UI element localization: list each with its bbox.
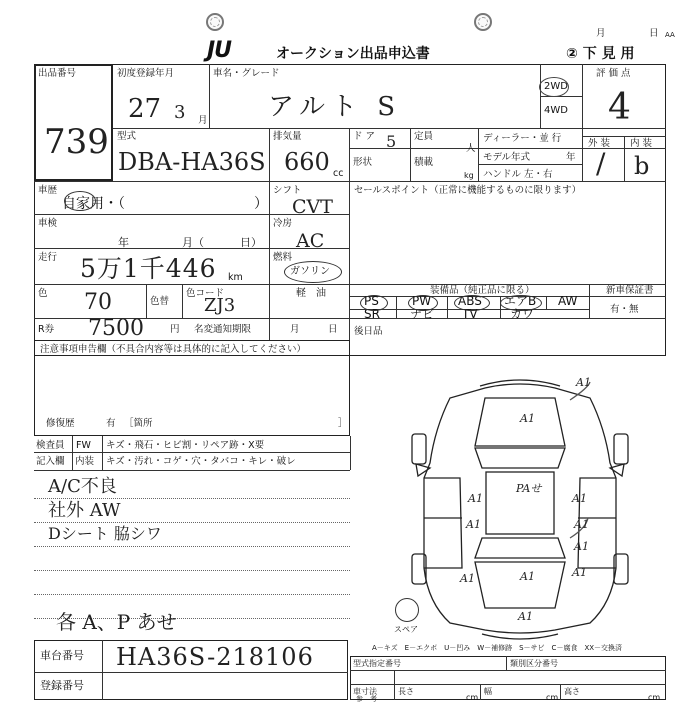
drive-4wd: 4WD	[544, 105, 568, 116]
equip-abs: ABS	[458, 294, 482, 308]
trunk	[475, 562, 565, 608]
equipment-title: 装備品（純正品に限る）	[430, 285, 535, 296]
interior-label: 内 装	[630, 138, 653, 149]
dealer-parallel-label: ディーラー・並 行	[483, 133, 562, 144]
fuel-gasoline: ガソリン	[290, 266, 330, 277]
width-label: 幅	[484, 687, 492, 696]
center-mark: PAせ	[516, 482, 542, 495]
first-registration-month-unit: 月	[198, 115, 208, 126]
equip-pw: PW	[412, 294, 432, 308]
sales-point-label: セールスポイント（正常に機能するものに限ります）	[354, 185, 582, 196]
equip-navi: ナビ	[410, 307, 435, 321]
mark-5: A1	[466, 518, 481, 531]
mark-1: A1	[576, 376, 591, 389]
reference-label: 参 考	[356, 695, 377, 703]
displacement-unit: cc	[333, 168, 344, 179]
model-year-label: モデル年式	[483, 152, 531, 163]
binder-hole-right	[474, 13, 492, 31]
door-label: ド ア	[353, 131, 376, 142]
first-registration-month: 3	[174, 102, 186, 123]
equip-tv: TV	[462, 307, 478, 321]
mileage-unit: km	[228, 272, 243, 283]
inspector-fw-label: FW	[76, 440, 91, 451]
length-label: 長さ	[398, 687, 414, 696]
inspector-label-1: 検査員	[36, 440, 65, 451]
header-aa-label: AA	[665, 31, 675, 39]
model-year-unit: 年	[566, 152, 576, 163]
wheel-front-left	[412, 434, 426, 464]
mark-9: A1	[520, 570, 535, 583]
windshield	[475, 448, 565, 468]
color-value: 70	[84, 290, 112, 315]
recycle-value: 7500	[88, 316, 144, 341]
spare-tire	[395, 598, 419, 622]
inspection-label: 車検	[38, 218, 58, 229]
copy-label: ② 下 見 用	[566, 46, 635, 62]
length-unit: cm	[466, 693, 479, 702]
notice-deadline-label: 名変通知期限	[194, 324, 252, 335]
inspector-interior-label: 内装	[75, 456, 95, 467]
warranty-value: 有・無	[610, 304, 639, 315]
model-grade-value: アルト S	[268, 92, 402, 122]
mileage-value: 5万1千446	[80, 254, 217, 283]
inspection-year: 年	[118, 236, 129, 249]
chassis-label: 車台番号	[40, 649, 84, 662]
mark-10: A1	[572, 566, 587, 579]
recycle-label: R券	[38, 324, 55, 335]
comment-1: A/C不良	[48, 476, 117, 497]
rear-bumper	[482, 634, 558, 639]
equip-sr: SR	[364, 307, 380, 321]
lot-number-label: 出品番号	[38, 68, 77, 79]
vehicle-type-label: 型式	[117, 131, 137, 142]
displacement-value: 660	[284, 148, 330, 176]
equip-ps-circle	[360, 295, 388, 311]
binder-hole-left	[206, 13, 224, 31]
mileage-label: 走行	[38, 252, 58, 263]
repair-close: ］	[338, 418, 348, 429]
history-close: ）	[254, 196, 268, 212]
repair-history-label: 修復歴	[46, 418, 75, 429]
notes-label: 注意事項申告欄（不具合内容等は具体的に記入してください）	[40, 344, 307, 355]
color-label: 色	[38, 288, 48, 299]
wheel-front-right	[614, 434, 628, 464]
recycle-unit: 円	[170, 324, 180, 335]
lot-number-value: 739	[44, 122, 109, 162]
color-code-value: ZJ3	[204, 295, 236, 316]
first-registration-label: 初度登録年月	[117, 68, 175, 79]
history-label: 車歴	[38, 185, 58, 196]
vehicle-type-value: DBA-HA36S	[118, 148, 266, 176]
left-side	[424, 478, 462, 568]
repair-have: 有	[106, 418, 116, 429]
fuel-diesel: 軽 油	[296, 288, 326, 299]
mark-8: A1	[460, 572, 475, 585]
load-label: 積載	[414, 157, 434, 168]
notice-month: 月	[290, 324, 300, 335]
color-code-label: 色コード	[186, 288, 225, 299]
equip-aw: AW	[558, 294, 578, 308]
comment-2: 社外 AW	[48, 500, 121, 521]
notice-day: 日	[328, 324, 338, 335]
height-label: 高さ	[564, 687, 580, 696]
aircon-value: AC	[296, 230, 325, 252]
capacity-label: 定員	[414, 131, 434, 142]
history-private-circle	[64, 191, 96, 211]
repair-place: ［箇所	[124, 418, 153, 429]
inspection-month: 月（	[182, 236, 204, 249]
size-label: 車寸法	[353, 687, 377, 696]
first-registration-year: 27	[128, 94, 162, 124]
ju-logo: JU	[207, 38, 232, 63]
equip-abs-circle	[454, 295, 490, 311]
rear-window	[475, 538, 565, 558]
load-unit: kg	[464, 171, 474, 180]
equip-leather: カワ	[510, 307, 535, 321]
mirror-right	[610, 464, 624, 476]
door-value: 5	[386, 132, 397, 151]
score-value: 4	[608, 87, 631, 128]
shift-label: シフト	[273, 185, 302, 196]
warranty-label: 新車保証書	[606, 285, 654, 296]
drive-2wd: 2WD	[544, 81, 568, 92]
mark-3: A1	[468, 492, 483, 505]
capacity-unit: 人	[466, 143, 476, 154]
inspector-interior-items: キズ・汚れ・コゲ・穴・タバコ・キレ・破レ	[106, 456, 296, 467]
registration-label: 登録番号	[40, 679, 84, 692]
equip-ps: PS	[364, 294, 379, 308]
handle-label: ハンドル 左・右	[483, 169, 553, 180]
aircon-label: 冷房	[273, 218, 293, 229]
form-title: オークション出品申込書	[276, 46, 430, 62]
next-day-label: 後日品	[354, 326, 383, 337]
inspection-day: 日）	[240, 236, 262, 249]
exterior-score: /	[596, 147, 606, 180]
score-label: 評 価 点	[596, 68, 631, 79]
displacement-label: 排気量	[273, 131, 302, 142]
front-bumper	[480, 380, 560, 386]
mark-2: A1	[520, 412, 535, 425]
fuel-label: 燃料	[273, 252, 293, 263]
mark-7: A1	[574, 540, 589, 553]
car-diagram	[390, 368, 650, 640]
shift-value: CVT	[292, 196, 333, 218]
fuel-gasoline-circle	[284, 261, 342, 283]
interior-score: b	[634, 152, 650, 180]
mark-4: A1	[572, 492, 587, 505]
damage-legend: A－キズ E－エクボ U－凹み W－補修跡 S－サビ C－腐食 XX－交換済	[372, 644, 623, 652]
exterior-label: 外 装	[588, 138, 611, 149]
color-change-label: 色替	[150, 296, 170, 307]
inspector-fw-items: キズ・飛石・ヒビ割・リペア跡・X要	[106, 440, 265, 451]
shape-label: 形状	[353, 157, 373, 168]
mirror-left	[416, 464, 430, 476]
mark-6: A1	[574, 518, 589, 531]
width-unit: cm	[546, 693, 559, 702]
header-month-label: 月	[596, 28, 606, 39]
spare-label: スペア	[394, 625, 418, 634]
equip-airbag-circle	[500, 295, 542, 311]
type-designation-label: 型式指定番号	[353, 659, 401, 668]
model-grade-label: 車名・グレード	[213, 68, 280, 79]
drive-2wd-circle	[539, 77, 569, 97]
height-unit: cm	[648, 693, 661, 702]
bottom-note: 各 A、P あせ	[56, 610, 177, 634]
equip-airbag: エアB	[504, 294, 537, 308]
chassis-value: HA36S-218106	[116, 643, 314, 671]
mark-11: A1	[518, 610, 533, 623]
header-day-label: 日	[649, 28, 659, 39]
equip-pw-circle	[408, 295, 438, 311]
comment-3: Dシート 脇シワ	[48, 524, 162, 543]
category-number-label: 類別区分番号	[510, 659, 558, 668]
history-options: 自家用・（	[62, 196, 125, 212]
inspector-label-2: 記入欄	[36, 456, 65, 467]
